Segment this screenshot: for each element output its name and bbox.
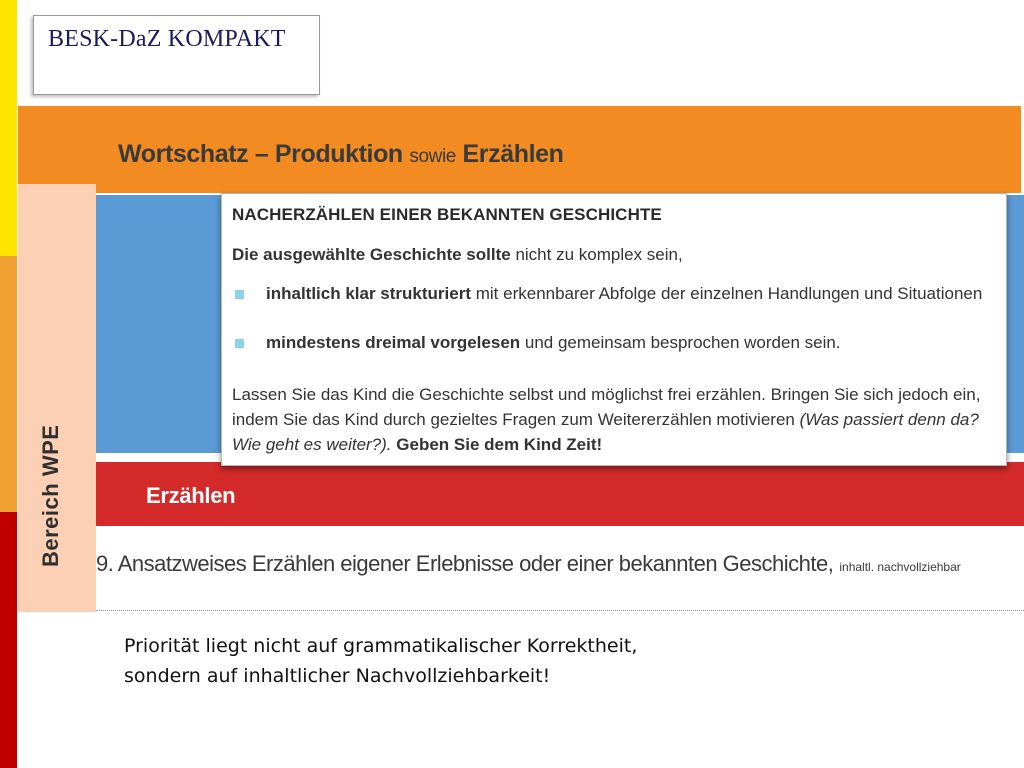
red-heading: Erzählen	[146, 483, 236, 508]
card-paragraph-text: Lassen Sie das Kind die Geschichte selbst und möglichst frei erzählen. Bringen Sie sich jedoch ein, indem Sie das Kind durch gezieltes Fragen zum Weitererzählen motivieren	[232, 385, 981, 429]
card-paragraph-bold: Geben Sie dem Kind Zeit!	[396, 435, 603, 454]
item-line	[96, 551, 1016, 577]
card-intro	[232, 245, 683, 265]
card-heading: NACHERZÄHLEN EINER BEKANNTEN GESCHICHTE	[232, 205, 662, 224]
orange-heading-part3: Erzählen	[462, 140, 564, 168]
left-stripe-red	[0, 512, 17, 768]
dotted-divider	[96, 610, 1024, 611]
left-stripe-orange	[0, 256, 17, 512]
side-label: Bereich WPE	[38, 424, 63, 567]
priority-note-line1: Priorität liegt nicht auf grammatikalischer Korrektheit,	[124, 635, 638, 657]
card-bullet-1-text	[266, 282, 992, 305]
orange-heading	[118, 140, 563, 169]
card-bullet-2	[232, 331, 992, 354]
orange-heading-part2: sowie	[409, 146, 456, 167]
left-stripe-yellow	[0, 0, 17, 256]
card-bullet-2-bold: mindestens dreimal vorgelesen	[266, 333, 521, 352]
bullet-square-icon	[235, 339, 244, 348]
card-bullet-1-bold: inhaltlich klar strukturiert	[266, 284, 471, 303]
side-panel	[18, 184, 96, 612]
card-bullet-1	[232, 282, 992, 305]
priority-note-line2: sondern auf inhaltlicher Nachvollziehbarkeit!	[124, 665, 551, 687]
card-bullet-1-rest: mit erkennbarer Abfolge der einzelnen Handlungen und Situationen	[475, 284, 983, 303]
card-paragraph	[232, 382, 1002, 457]
bullet-square-icon	[235, 290, 244, 299]
slide-title: BESK-DaZ KOMPAKT	[48, 26, 286, 52]
card-bullet-2-text	[266, 331, 992, 354]
card-intro-bold: Die ausgewählte Geschichte sollte	[232, 245, 511, 264]
orange-header-band	[18, 106, 1021, 193]
instruction-card	[221, 193, 1007, 466]
item-line-suffix: inhaltl. nachvollziehbar	[839, 560, 961, 574]
slide-title-box	[33, 15, 320, 95]
card-bullet-2-rest: und gemeinsam besprochen worden sein.	[524, 333, 841, 352]
card-intro-rest: nicht zu komplex sein,	[515, 245, 683, 264]
card-paragraph-italic: (Was passiert denn da? Wie geht es weiter?).	[232, 410, 979, 454]
red-band	[96, 462, 1024, 526]
priority-note	[124, 631, 637, 691]
orange-heading-part1: Wortschatz – Produktion	[118, 140, 403, 168]
item-line-main: 9. Ansatzweises Erzählen eigener Erlebnisse oder einer bekannten Geschichte,	[96, 551, 834, 576]
